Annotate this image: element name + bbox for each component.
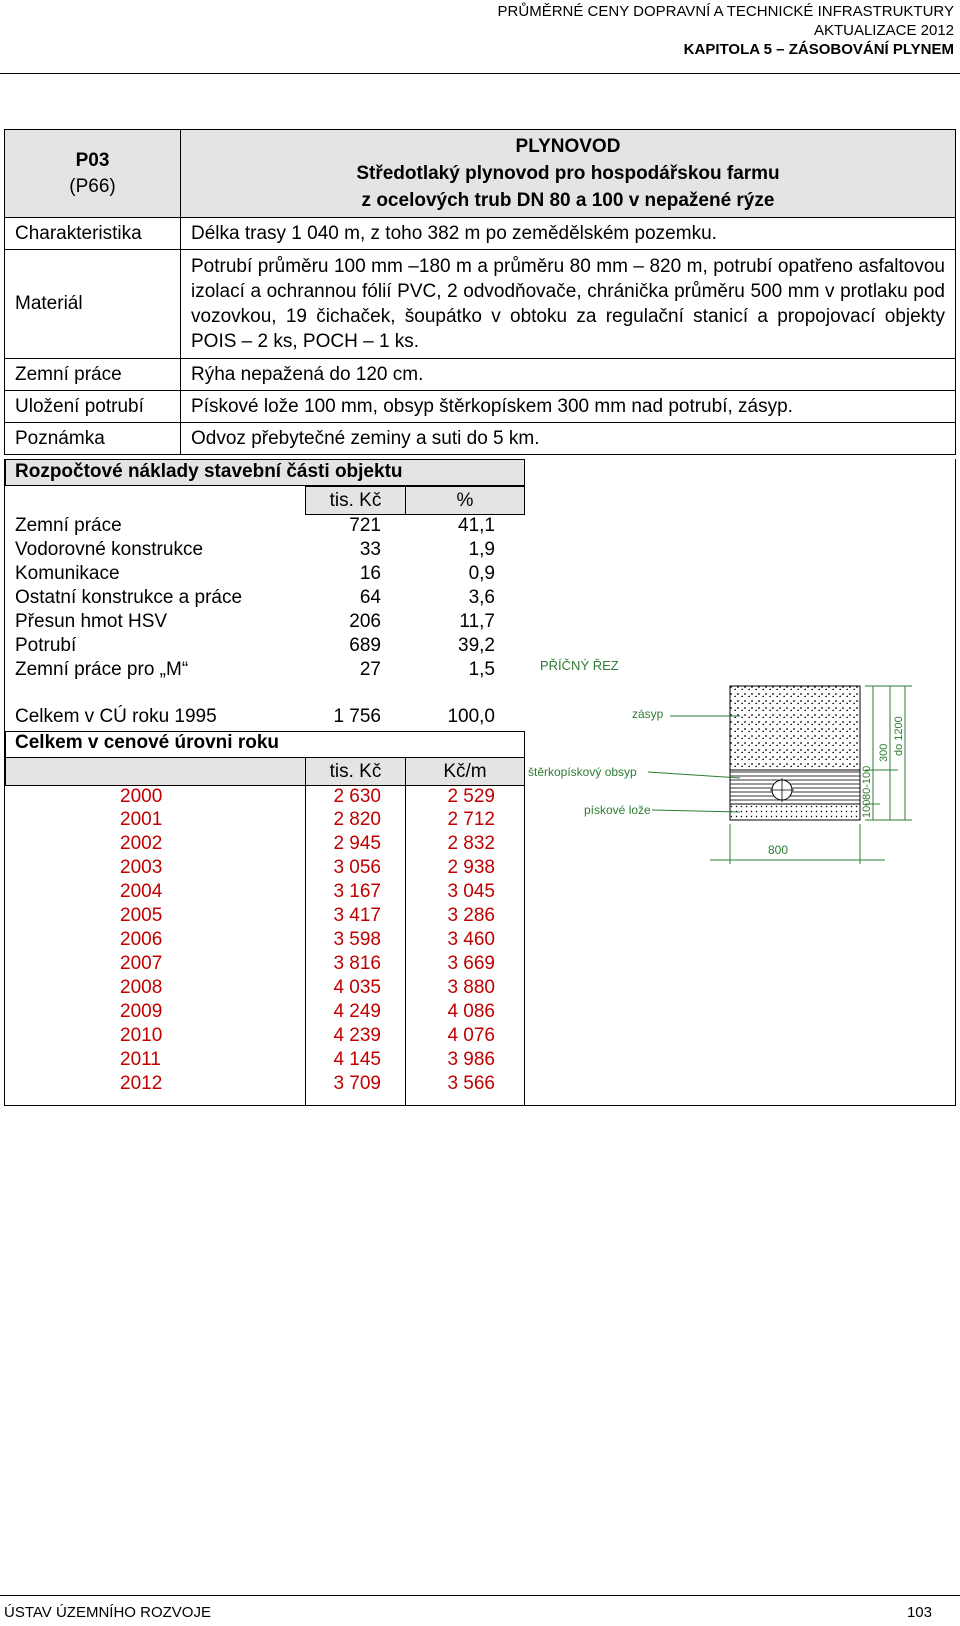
price-row — [5, 809, 525, 833]
price-value: 3 816 — [333, 953, 381, 974]
price-year: 2001 — [120, 809, 163, 830]
object-title-2: Středotlaký plynovod pro hospodářskou farmu — [356, 163, 780, 184]
price-value: 2 820 — [333, 809, 381, 830]
price-value: 3 167 — [333, 881, 381, 902]
row-label: Poznámka — [5, 423, 181, 455]
price-year: 2011 — [120, 1049, 161, 1070]
row-value: Rýha nepažená do 120 cm. — [181, 359, 956, 391]
price-per-m: 3 045 — [447, 881, 495, 902]
cost-row — [5, 611, 525, 635]
row-value: Pískové lože 100 mm, obsyp štěrkopískem 300 mm nad potrubí, zásyp. — [181, 391, 956, 423]
price-value: 4 239 — [333, 1025, 381, 1046]
cost-percent: 39,2 — [458, 635, 495, 656]
cost-row — [5, 587, 525, 611]
cost-value: 27 — [359, 659, 381, 680]
cost-value: 16 — [359, 563, 381, 584]
cost-row — [5, 563, 525, 587]
price-per-m: 3 286 — [447, 905, 495, 926]
price-year: 2000 — [120, 786, 163, 807]
price-year: 2009 — [120, 1001, 163, 1022]
header-line-3: KAPITOLA 5 – ZÁSOBOVÁNÍ PLYNEM — [683, 41, 954, 58]
cost-value: 33 — [359, 539, 381, 560]
price-per-m: 3 566 — [447, 1073, 495, 1094]
price-year: 2008 — [120, 977, 163, 998]
price-row — [5, 1001, 525, 1025]
row-label: Uložení potrubí — [5, 391, 181, 423]
cost-title: Rozpočtové náklady stavební části objektu — [15, 461, 403, 482]
page-header — [498, 0, 954, 59]
cost-total-percent: 100,0 — [447, 706, 495, 727]
header-line-1: PRŮMĚRNÉ CENY DOPRAVNÍ A TECHNICKÉ INFRASTRUKTURY — [497, 3, 954, 20]
price-year: 2010 — [120, 1025, 163, 1046]
object-info-table — [4, 129, 956, 455]
object-sheet — [4, 129, 956, 455]
price-divider — [524, 731, 525, 1106]
cost-value: 721 — [349, 515, 381, 536]
cost-percent: 3,6 — [468, 587, 495, 608]
price-per-m: 2 938 — [447, 857, 495, 878]
cost-total-row — [5, 706, 525, 730]
cost-percent: 0,9 — [468, 563, 495, 584]
cost-name: Zemní práce — [15, 515, 122, 536]
row-label: Zemní práce — [5, 359, 181, 391]
object-code-alt: (P66) — [69, 175, 116, 197]
price-row — [5, 929, 525, 953]
price-divider — [305, 786, 306, 1106]
label-backfill: zásyp — [632, 707, 664, 721]
header-rule — [0, 73, 960, 74]
row-value: Odvoz přebytečné zeminy a suti do 5 km. — [181, 423, 956, 455]
price-per-m: 4 076 — [447, 1025, 495, 1046]
price-row — [5, 786, 525, 810]
price-per-m: 3 669 — [447, 953, 495, 974]
dim-width: 800 — [768, 843, 789, 857]
price-per-m: 2 832 — [447, 833, 495, 854]
price-value: 3 417 — [333, 905, 381, 926]
cost-total-value: 1 756 — [333, 706, 381, 727]
cross-section-sketch — [528, 650, 950, 900]
cost-row — [5, 659, 525, 683]
gravel-layer — [730, 770, 860, 804]
cost-name: Potrubí — [15, 635, 77, 656]
cost-percent: 11,7 — [459, 611, 495, 632]
dim-80-100: 80-100 — [861, 765, 873, 800]
price-col-year — [5, 757, 306, 786]
cost-divider — [524, 459, 525, 515]
price-value: 3 056 — [333, 857, 381, 878]
price-year: 2006 — [120, 929, 163, 950]
price-row — [5, 1073, 525, 1097]
page-number: 103 — [906, 1604, 932, 1621]
label-sand-bed: pískové lože — [584, 803, 651, 817]
price-row — [5, 857, 525, 881]
price-value: 4 249 — [333, 1001, 381, 1022]
cost-value: 64 — [359, 587, 381, 608]
object-code: P03 — [75, 149, 110, 171]
price-per-m: 3 460 — [447, 929, 495, 950]
price-col-tis: tis. Kč — [305, 757, 406, 786]
price-value: 3 709 — [333, 1073, 381, 1094]
cost-percent: 41,1 — [458, 515, 495, 536]
object-code-cell — [5, 130, 181, 218]
cost-percent: 1,5 — [468, 659, 495, 680]
dim-100: 100 — [861, 799, 873, 818]
cost-name: Přesun hmot HSV — [15, 611, 168, 632]
row-label: Charakteristika — [5, 218, 181, 250]
price-per-m: 3 986 — [447, 1049, 495, 1070]
price-row — [5, 881, 525, 905]
cost-row — [5, 515, 525, 539]
price-value: 3 598 — [333, 929, 381, 950]
price-per-m: 2 529 — [447, 786, 495, 807]
price-year: 2002 — [120, 833, 163, 854]
sand-bed-layer — [730, 804, 860, 820]
object-title-cell — [181, 130, 956, 218]
cost-name: Ostatní konstrukce a práce — [15, 587, 243, 608]
cost-col-pct: % — [405, 486, 525, 515]
row-value: Potrubí průměru 100 mm –180 m a průměru 80 mm – 820 m, potrubí opatřeno asfaltovou izolací a ochrannou fólií PVC, 2 odvodňovače, chránička průměru 500 mm v protlaku pod vozovkou, 19 čichaček, šoupátko v obtoku za regulační stanicí a propojovací objekty POIS – 2 ks, POCH – 1 ks. — [181, 250, 956, 359]
price-year: 2004 — [120, 881, 163, 902]
dim-300: 300 — [878, 743, 890, 762]
object-title-3: z ocelových trub DN 80 a 100 v nepažené rýze — [361, 190, 775, 211]
price-col-kcm: Kč/m — [405, 757, 525, 786]
price-row — [5, 905, 525, 929]
sketch-title: PŘÍČNÝ ŘEZ — [540, 658, 619, 673]
object-title-1: PLYNOVOD — [515, 136, 621, 157]
price-row — [5, 833, 525, 857]
cost-total-name: Celkem v CÚ roku 1995 — [15, 706, 217, 727]
price-divider — [405, 786, 406, 1106]
price-value: 2 630 — [333, 786, 381, 807]
price-year: 2007 — [120, 953, 163, 974]
price-row — [5, 1049, 525, 1073]
footer-rule — [0, 1595, 960, 1596]
footer-institution: ÚSTAV ÚZEMNÍHO ROZVOJE — [4, 1604, 211, 1621]
cost-row — [5, 539, 525, 563]
price-row — [5, 1025, 525, 1049]
cost-name: Zemní práce pro „M“ — [15, 659, 189, 680]
price-value: 4 035 — [333, 977, 381, 998]
price-value: 2 945 — [333, 833, 381, 854]
cost-name: Komunikace — [15, 563, 120, 584]
price-year: 2003 — [120, 857, 163, 878]
cost-name: Vodorovné konstrukce — [15, 539, 204, 560]
price-row — [5, 953, 525, 977]
cost-row — [5, 635, 525, 659]
price-year: 2012 — [120, 1073, 163, 1094]
price-per-m: 4 086 — [447, 1001, 495, 1022]
label-gravel: štěrkopískový obsyp — [528, 765, 637, 779]
header-line-2: AKTUALIZACE 2012 — [813, 22, 954, 39]
dim-1200: do 1200 — [893, 716, 905, 756]
row-label: Materiál — [5, 250, 181, 359]
cost-col-tis: tis. Kč — [305, 486, 406, 515]
price-year: 2005 — [120, 905, 163, 926]
cost-percent: 1,9 — [468, 539, 495, 560]
price-title: Celkem v cenové úrovni roku — [15, 732, 279, 753]
backfill-layer — [730, 686, 860, 770]
price-per-m: 3 880 — [447, 977, 495, 998]
cost-value: 689 — [349, 635, 381, 656]
price-value: 4 145 — [333, 1049, 381, 1070]
price-per-m: 2 712 — [447, 809, 495, 830]
cost-value: 206 — [349, 611, 381, 632]
row-value: Délka trasy 1 040 m, z toho 382 m po zemědělském pozemku. — [181, 218, 956, 250]
price-row — [5, 977, 525, 1001]
